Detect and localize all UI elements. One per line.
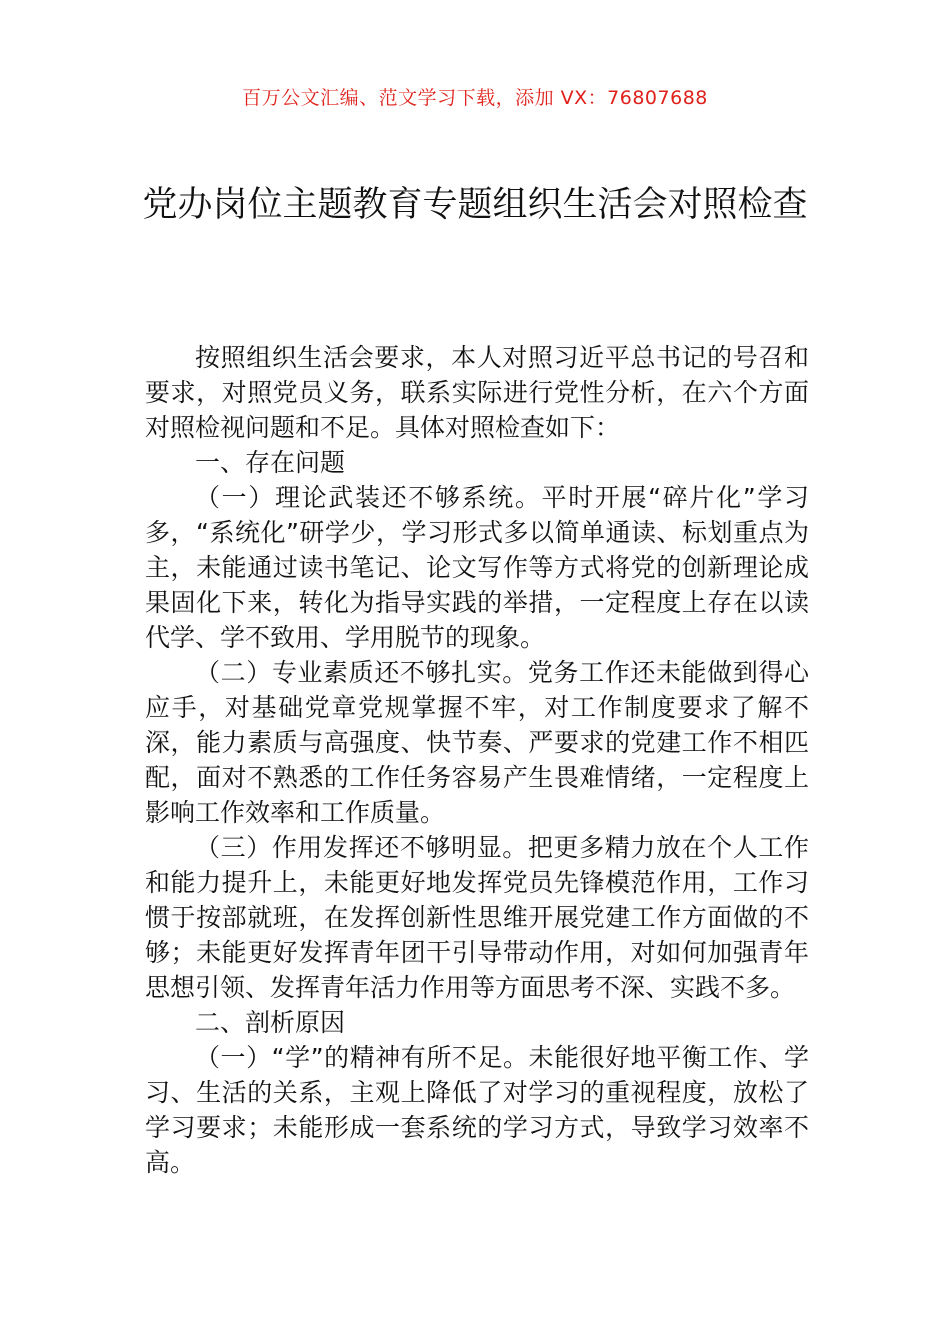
body-paragraph: （一）“学”的精神有所不足。未能很好地平衡工作、学习、生活的关系，主观上降低了对学习的重视程度，放松了学习要求；未能形成一套系统的学习方式，导致学习效率不高。 [145, 1043, 809, 1177]
header-note: 百万公文汇编、范文学习下载，添加 VX：76807688 [242, 87, 708, 109]
intro-paragraph: 按照组织生活会要求，本人对照习近平总书记的号召和要求，对照党员义务，联系实际进行党性分析，在六个方面对照检视问题和不足。具体对照检查如下： [145, 343, 809, 442]
section-heading: 一、存在问题 [195, 448, 346, 477]
section-heading: 二、剖析原因 [195, 1008, 346, 1037]
body-paragraph: （三）作用发挥还不够明显。把更多精力放在个人工作和能力提升上，未能更好地发挥党员先锋模范作用，工作习惯于按部就班，在发挥创新性思维开展党建工作方面做的不够；未能更好发挥青年团干引导带动作用，对如何加强青年思想引领、发挥青年活力作用等方面思考不深、实践不多。 [145, 833, 809, 1002]
document-title: 党办岗位主题教育专题组织生活会对照检查 [142, 185, 808, 225]
document-body [145, 340, 809, 1180]
body-paragraph: （一）理论武装还不够系统。平时开展“碎片化”学习多，“系统化”研学少，学习形式多以简单通读、标划重点为主，未能通过读书笔记、论文写作等方式将党的创新理论成果固化下来，转化为指导实践的举措，一定程度上存在以读代学、学不致用、学用脱节的现象。 [145, 483, 809, 652]
body-paragraph: （二）专业素质还不够扎实。党务工作还未能做到得心应手，对基础党章党规掌握不牢，对工作制度要求了解不深，能力素质与高强度、快节奏、严要求的党建工作不相匹配，面对不熟悉的工作任务容易产生畏难情绪，一定程度上影响工作效率和工作质量。 [145, 658, 809, 827]
